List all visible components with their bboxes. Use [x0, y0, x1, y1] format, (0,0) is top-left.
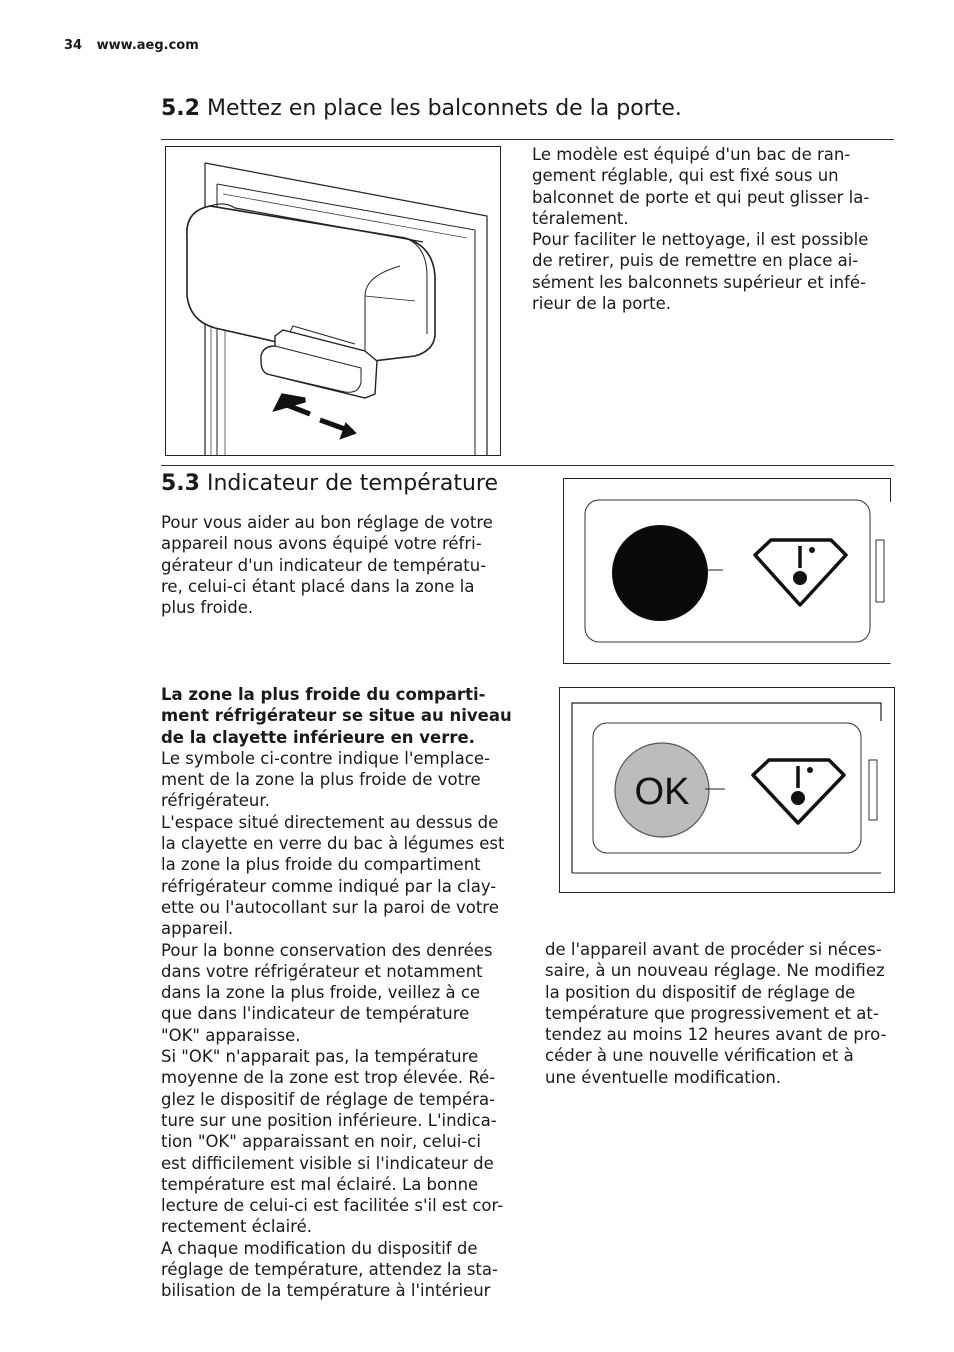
text-line: température est mal éclairé. La bonne: [161, 1174, 479, 1194]
text-line: téralement.: [532, 208, 629, 228]
temperature-indicator-ok: [559, 687, 895, 893]
text-line: L'espace situé directement au dessus de: [161, 812, 499, 832]
text-line: réfrigérateur comme indiqué par la clay-: [161, 876, 497, 896]
door-shelf-illustration: [165, 146, 501, 456]
text-line: dans votre réfrigérateur et notamment: [161, 961, 483, 981]
text-line: Si "OK" n'apparait pas, la température: [161, 1047, 479, 1067]
text-line: balconnet de porte et qui peut glisser la-: [532, 187, 870, 207]
text-line: Pour vous aider au bon réglage de votre: [161, 513, 493, 532]
text-line: rieur de la porte.: [532, 294, 672, 314]
section-5-3-continued: [545, 939, 895, 1088]
text-line: Le symbole ci-contre indique l'emplace-: [161, 748, 490, 768]
text-line: dans la zone la plus froide, veillez à ce: [161, 983, 481, 1003]
text-line: appareil nous avons équipé votre réfri-: [161, 534, 482, 554]
text-line: Pour la bonne conservation des denrées: [161, 940, 493, 960]
text-line: rectement éclairé.: [161, 1217, 312, 1237]
text-line: la position du dispositif de réglage de: [545, 982, 856, 1002]
text-line: glez le dispositif de réglage de tempéra-: [161, 1089, 496, 1109]
text-line: réglage de température, attendez la sta-: [161, 1260, 498, 1280]
text-line: Pour faciliter le nettoyage, il est possible: [532, 230, 869, 250]
text-line: la zone la plus froide du compartiment: [161, 855, 481, 875]
text-line: de retirer, puis de remettre en place ai-: [532, 251, 859, 271]
section-5-2-heading: [161, 96, 682, 121]
text-line: moyenne de la zone est trop élevée. Ré-: [161, 1068, 496, 1088]
section-rule: [161, 465, 894, 466]
text-line: sément les balconnets supérieur et infé-: [532, 272, 866, 292]
page-header: [64, 38, 199, 53]
section-title: Mettez en place les balconnets de la porte.: [206, 96, 682, 121]
text-line: re, celui-ci étant placé dans la zone la: [161, 576, 475, 596]
text-line: la clayette en verre du bac à légumes est: [161, 834, 505, 854]
section-title: Indicateur de température: [206, 471, 498, 496]
text-line: céder à une nouvelle vérification et à: [545, 1046, 854, 1066]
text-line: gérateur d'un indicateur de températu-: [161, 555, 487, 575]
temperature-indicator-dark: [563, 478, 891, 664]
text-line: appareil.: [161, 919, 234, 939]
text-line: gement réglable, qui est fixé sous un: [532, 166, 839, 186]
section-5-3-intro: [161, 512, 521, 618]
text-line: saire, à un nouveau réglage. Ne modifiez: [545, 961, 885, 981]
text-line: réfrigérateur.: [161, 791, 270, 811]
ok-label: OK: [634, 771, 690, 813]
text-line: La zone la plus froide du comparti-: [161, 685, 486, 704]
text-line: ette ou l'autocollant sur la paroi de votre: [161, 897, 499, 917]
text-line: lecture de celui-ci est facilitée s'il est cor-: [161, 1196, 504, 1216]
site-url: www.aeg.com: [96, 38, 199, 53]
text-line: ture sur une position inférieure. L'indica-: [161, 1110, 497, 1130]
section-number: 5.2: [161, 96, 200, 121]
text-line: tendez au moins 12 heures avant de pro-: [545, 1025, 887, 1045]
section-rule: [161, 139, 894, 140]
text-line: A chaque modification du dispositif de: [161, 1238, 478, 1258]
text-line: de l'appareil avant de procéder si néces-: [545, 940, 882, 959]
section-5-2-text: [532, 144, 894, 314]
text-line: ment de la zone la plus froide de votre: [161, 770, 481, 790]
section-number: 5.3: [161, 471, 200, 496]
text-line: ment réfrigérateur se situe au niveau: [161, 706, 512, 726]
text-line: Le modèle est équipé d'un bac de ran-: [532, 145, 851, 164]
text-line: température que progressivement et at-: [545, 1003, 879, 1023]
text-line: bilisation de la température à l'intérieur: [161, 1281, 491, 1301]
text-line: "OK" apparaisse.: [161, 1025, 301, 1045]
text-line: que dans l'indicateur de température: [161, 1004, 470, 1024]
section-5-3-body: [161, 684, 531, 1302]
text-line: une éventuelle modification.: [545, 1067, 782, 1087]
page-number: 34: [64, 38, 83, 53]
text-line: plus froide.: [161, 598, 254, 618]
text-line: tion "OK" apparaissant en noir, celui-ci: [161, 1132, 481, 1152]
text-line: de la clayette inférieure en verre.: [161, 727, 475, 747]
section-5-3-heading: [161, 471, 498, 496]
text-line: est difficilement visible si l'indicateur de: [161, 1153, 494, 1173]
